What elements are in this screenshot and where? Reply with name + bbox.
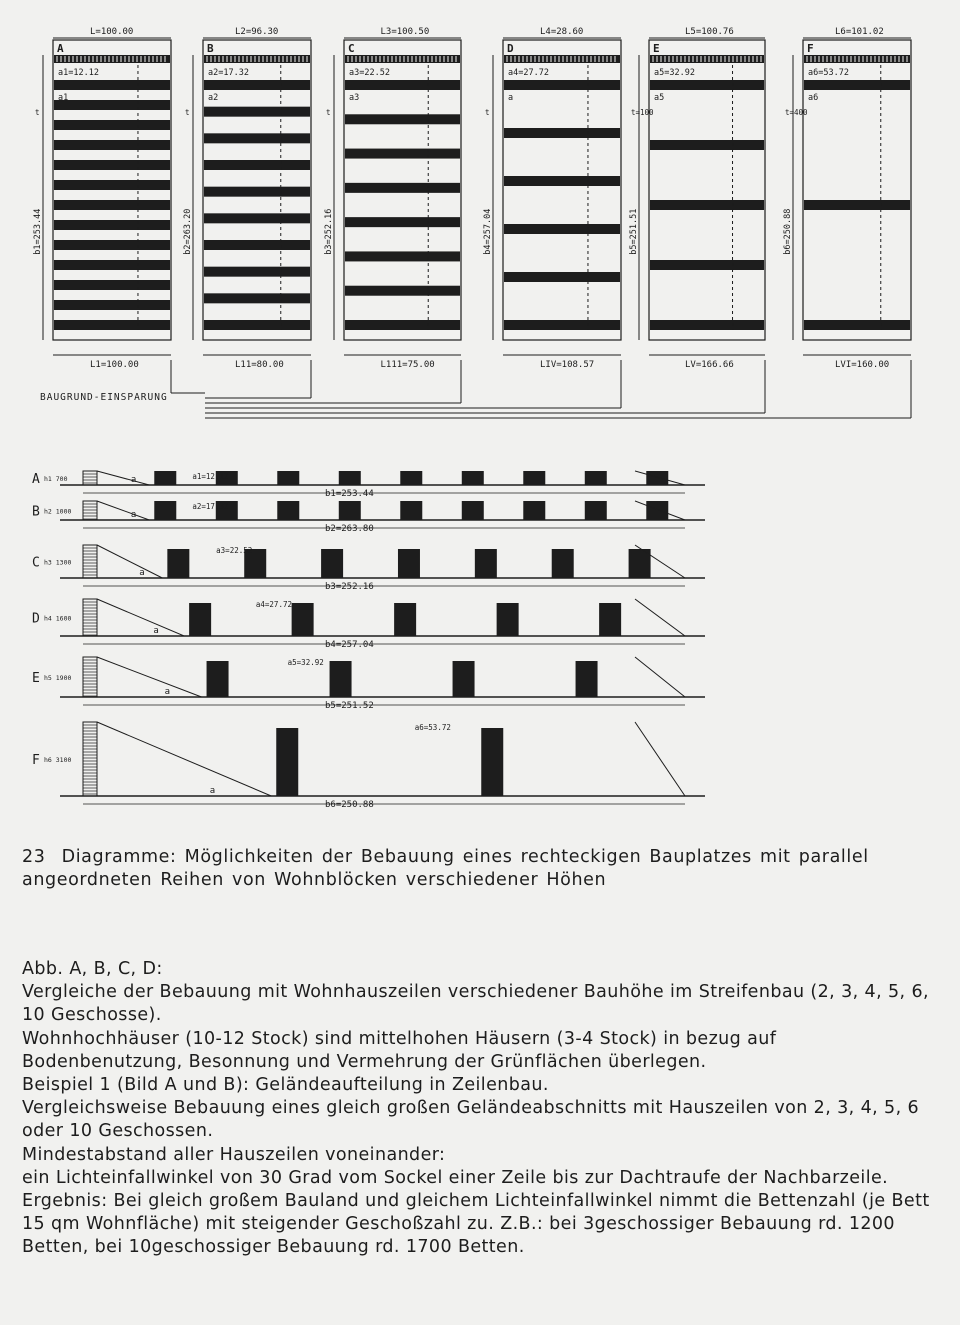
section-c	[32, 545, 705, 592]
spacing-label: a6=53.72	[808, 68, 849, 78]
building-row	[54, 220, 170, 230]
building-row	[204, 107, 310, 117]
building-row	[650, 260, 764, 270]
first-building	[83, 545, 97, 578]
paragraph: ein Lichteinfallwinkel von 30 Grad vom Sockel einer Zeile bis zur Dachtraufe der Nachbarzeile.	[22, 1167, 889, 1188]
spacing-label: a4=27.72	[508, 68, 549, 78]
t-label: t	[185, 108, 190, 117]
plan-width-label: LIV=108.57	[540, 360, 595, 370]
plan-width-label: L111=75.00	[380, 360, 435, 370]
site-plan-b	[183, 27, 311, 370]
building-block	[292, 603, 314, 636]
paragraph: Ergebnis: Bei gleich großem Bauland und gleichem Lichteinfallwinkel nimmt die Bettenzahl (je Bett 15 qm Wohnfläche) mit steigender Geschoßzahl zu. Z.B.: bei 3geschossiger Bebauung rd. 1200 Betten, bei 10geschossiger Bebauung rd. 1700 Betten.	[22, 1191, 930, 1258]
building-block	[475, 549, 497, 578]
building-block	[398, 549, 420, 578]
building-block	[585, 501, 607, 520]
light-angle-line	[635, 657, 685, 697]
light-angle-line	[97, 722, 271, 796]
paragraph: Abb. A, B, C, D:	[22, 959, 163, 979]
building-block	[462, 471, 484, 485]
building-block	[339, 501, 361, 520]
building-block	[400, 471, 422, 485]
hatch-strip	[650, 55, 764, 63]
building-row	[204, 213, 310, 223]
paragraph: Wohnhochhäuser (10-12 Stock) sind mittelhohen Häusern (3-4 Stock) in bezug auf Bodenbenutzung, Besonnung und Vermehrung der Grünflächen überlegen.	[22, 1028, 777, 1072]
span-label: b6=250.88	[325, 800, 374, 810]
building-block	[394, 603, 416, 636]
building-row	[650, 320, 764, 330]
plan-width-label: LV=166.66	[685, 360, 734, 370]
figure-number: 23	[22, 847, 46, 867]
spacing-symbol: a5	[654, 93, 665, 103]
figure-caption	[22, 846, 932, 892]
height-label: h3 1300	[44, 558, 72, 567]
height-label: h2 1000	[44, 507, 72, 516]
light-angle-line	[635, 599, 685, 636]
angle-label: a	[164, 687, 171, 697]
angle-label: a	[153, 626, 159, 636]
spacing-symbol: a1	[58, 93, 69, 103]
building-block	[497, 603, 519, 636]
t-label: t	[485, 108, 490, 117]
building-row	[504, 272, 620, 282]
plan-letter: C	[348, 42, 355, 55]
building-row	[504, 80, 620, 90]
building-block	[599, 603, 621, 636]
building-row	[804, 80, 910, 90]
spacing-label: a1=12.12	[58, 68, 99, 78]
spacing-symbol: a6	[808, 93, 819, 103]
span-label: b3=252.16	[325, 582, 374, 592]
t-label: t=100	[631, 108, 654, 117]
building-row	[54, 280, 170, 290]
building-row	[54, 100, 170, 110]
spacing-label: a1=12.12	[192, 472, 229, 481]
spacing-label: a5=32.92	[654, 68, 695, 78]
baugrund-label: BAUGRUND-EINSPARUNG	[40, 392, 168, 403]
plan-letter: B	[207, 42, 214, 55]
building-block	[277, 501, 299, 520]
height-label: h4 1600	[44, 614, 72, 623]
spacing-label: a2=17.32	[208, 68, 249, 78]
building-row	[204, 240, 310, 250]
building-row	[204, 160, 310, 170]
plan-width-label: L11=80.00	[235, 360, 284, 370]
light-angle-line	[97, 501, 149, 520]
section-letter: A	[32, 472, 40, 487]
building-row	[204, 320, 310, 330]
spacing-symbol: a2	[208, 93, 219, 103]
building-block	[330, 661, 352, 697]
building-block	[523, 501, 545, 520]
building-block	[400, 501, 422, 520]
span-label: b4=257.04	[325, 640, 374, 650]
building-row	[345, 286, 460, 296]
plan-length-label: L2=96.30	[235, 27, 279, 37]
spacing-label: a6=53.72	[414, 723, 451, 732]
spacing-symbol: a	[508, 93, 514, 103]
spacing-label: a5=32.92	[287, 658, 324, 667]
plan-depth-label: b3=252.16	[324, 208, 334, 255]
t-label: t	[35, 108, 40, 117]
t-label: t=400	[785, 108, 808, 117]
angle-label: a	[139, 568, 145, 578]
plan-depth-label: b4=257.04	[483, 208, 493, 255]
building-block	[576, 661, 598, 697]
building-block	[523, 471, 545, 485]
first-building	[83, 599, 97, 636]
spacing-label: a4=27.72	[255, 600, 292, 609]
building-row	[54, 80, 170, 90]
plan-length-label: L=100.00	[90, 27, 134, 37]
spacing-symbol: a3	[349, 93, 360, 103]
plan-length-label: L3=100.50	[380, 27, 430, 37]
plan-width-label: L1=100.00	[90, 360, 139, 370]
plan-letter: A	[57, 42, 64, 55]
building-row	[54, 180, 170, 190]
building-block	[552, 549, 574, 578]
building-row	[54, 320, 170, 330]
building-block	[462, 501, 484, 520]
building-row	[204, 187, 310, 197]
building-row	[804, 320, 910, 330]
t-label: t	[326, 108, 331, 117]
hatch-strip	[345, 55, 460, 63]
light-angle-line	[97, 599, 184, 636]
plan-letter: E	[653, 42, 660, 55]
plan-depth-label: b5=251.51	[629, 208, 639, 255]
section-letter: C	[32, 555, 40, 571]
section-letter: D	[32, 611, 40, 627]
building-row	[204, 267, 310, 277]
span-label: b2=263.80	[325, 524, 374, 534]
building-row	[804, 200, 910, 210]
angle-label: a	[130, 475, 137, 485]
building-block	[585, 471, 607, 485]
spacing-label: a2=17.32	[192, 502, 229, 511]
section-letter: E	[32, 671, 40, 686]
building-row	[204, 80, 310, 90]
section-letter: F	[32, 753, 40, 768]
building-block	[154, 471, 176, 485]
light-angle-line	[635, 722, 685, 796]
building-block	[276, 728, 298, 796]
building-row	[345, 114, 460, 124]
building-row	[204, 293, 310, 303]
site-plan-f	[783, 27, 911, 370]
plan-letter: F	[807, 42, 814, 55]
building-row	[504, 224, 620, 234]
building-row	[345, 183, 460, 193]
building-row	[54, 140, 170, 150]
light-angle-line	[97, 657, 202, 697]
plan-length-label: L4=28.60	[540, 27, 584, 37]
building-row	[204, 133, 310, 143]
building-block	[339, 471, 361, 485]
site-plan-d	[483, 27, 621, 370]
building-row	[504, 176, 620, 186]
building-row	[504, 128, 620, 138]
building-row	[54, 120, 170, 130]
cross-sections	[32, 471, 705, 810]
building-block	[481, 728, 503, 796]
section-a	[32, 471, 705, 499]
plan-depth-label: b2=263.20	[183, 208, 193, 255]
building-block	[646, 501, 668, 520]
site-plan-a	[33, 27, 171, 370]
building-row	[345, 251, 460, 261]
building-row	[650, 140, 764, 150]
building-block	[189, 603, 211, 636]
section-f	[32, 722, 705, 810]
angle-label: a	[130, 510, 137, 520]
site-plans	[33, 27, 911, 370]
site-plan-e	[629, 27, 765, 370]
building-block	[321, 549, 343, 578]
body-text	[22, 958, 934, 1260]
section-b	[32, 501, 705, 534]
building-row	[54, 240, 170, 250]
building-block	[453, 661, 475, 697]
light-angle-line	[97, 471, 149, 485]
paragraph: Vergleiche der Bebauung mit Wohnhauszeilen verschiedener Bauhöhe im Streifenbau (2, 3, 4, 5, 6, 10 Geschosse).	[22, 982, 929, 1026]
height-label: h6 3100	[44, 756, 72, 764]
angle-label: a	[209, 786, 216, 796]
span-label: b5=251.52	[325, 701, 374, 711]
building-row	[345, 217, 460, 227]
building-row	[54, 200, 170, 210]
spacing-label: a3=22.52	[349, 68, 390, 78]
building-block	[277, 471, 299, 485]
building-row	[54, 160, 170, 170]
paragraph: Mindestabstand aller Hauszeilen voneinander:	[22, 1144, 446, 1165]
building-row	[650, 80, 764, 90]
plan-depth-label: b1=253.44	[33, 208, 43, 255]
building-row	[650, 200, 764, 210]
building-block	[154, 501, 176, 520]
building-row	[345, 320, 460, 330]
building-block	[167, 549, 189, 578]
hatch-strip	[204, 55, 310, 63]
paragraph: Vergleichsweise Bebauung eines gleich großen Geländeabschnitts mit Hauszeilen von 2, 3, 4, 5, 6 oder 10 Geschossen.	[22, 1098, 920, 1142]
site-plan-c	[324, 27, 461, 370]
height-label: h5 1900	[44, 674, 72, 682]
building-row	[54, 300, 170, 310]
plan-letter: D	[507, 42, 514, 55]
plan-length-label: L5=100.76	[685, 27, 734, 37]
building-row	[504, 320, 620, 330]
building-row	[345, 149, 460, 159]
plan-depth-label: b6=250.88	[783, 208, 793, 255]
paragraph: Beispiel 1 (Bild A und B): Geländeaufteilung in Zeilenbau.	[22, 1075, 549, 1096]
caption-text: Diagramme: Möglichkeiten der Bebauung eines rechteckigen Bauplatzes mit parallel angeordneten Reihen von Wohnblöcken verschiedener Höhen	[22, 847, 869, 890]
hatch-strip	[804, 55, 910, 63]
section-d	[32, 599, 705, 650]
building-block	[646, 471, 668, 485]
building-row	[54, 260, 170, 270]
building-block	[207, 661, 229, 697]
spacing-label: a3=22.52	[216, 546, 253, 555]
section-letter: B	[32, 504, 40, 520]
plan-width-label: LVI=160.00	[835, 360, 890, 370]
plan-length-label: L6=101.02	[835, 27, 884, 37]
height-label: h1 700	[44, 475, 68, 483]
light-angle-line	[97, 545, 162, 578]
section-e	[32, 657, 705, 711]
span-label: b1=253.44	[325, 489, 374, 499]
building-row	[345, 80, 460, 90]
